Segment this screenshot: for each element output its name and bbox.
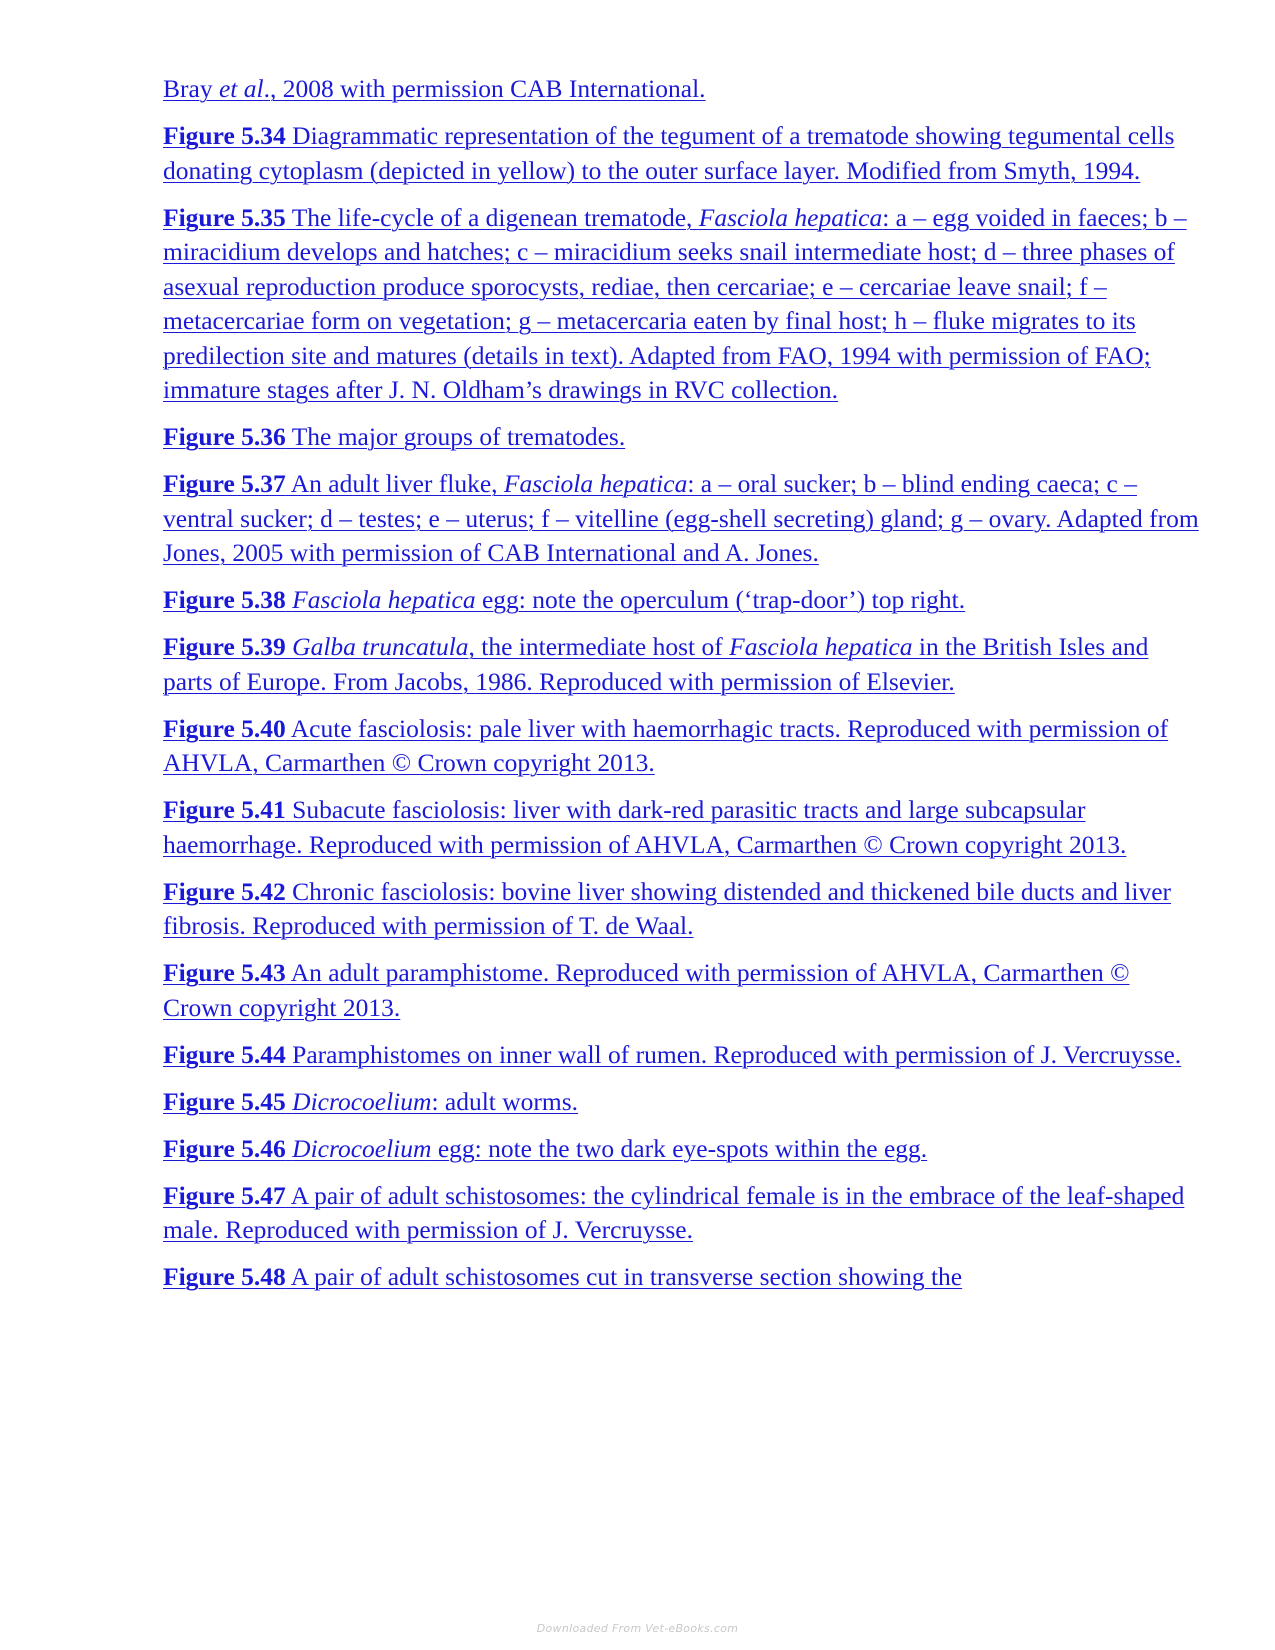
caption-text: A pair of adult schistosomes cut in transverse section showing the xyxy=(285,1262,963,1291)
caption-text: Paramphistomes on inner wall of rumen. Reproduced with permission of J. Vercruysse. xyxy=(285,1039,1182,1069)
caption-italic-text: Fasciola hepatica xyxy=(729,632,913,661)
caption-text: : adult worms. xyxy=(431,1086,579,1116)
figure-label: Figure 5.42 xyxy=(163,876,286,906)
caption-text: ., 2008 with permission CAB International. xyxy=(263,74,706,103)
figure-caption-link[interactable] xyxy=(163,72,1203,107)
caption-text: in the British Isles and parts of Europe. From Jacobs, 1986. Reproduced with permission of Elsevier. xyxy=(163,632,1149,696)
figure-caption-link[interactable] xyxy=(163,793,1203,862)
figure-label: Figure 5.45 xyxy=(163,1086,286,1116)
figure-label: Figure 5.41 xyxy=(163,795,286,824)
figure-label: Figure 5.44 xyxy=(163,1039,286,1069)
caption-text: An adult liver fluke, xyxy=(285,469,504,498)
caption-italic-text: Fasciola hepatica xyxy=(292,585,476,614)
caption-italic-text: Dicrocoelium xyxy=(292,1086,432,1116)
caption-text: egg: note the operculum (‘trap-door’) top right. xyxy=(475,585,966,614)
figure-caption-link[interactable] xyxy=(163,583,1203,618)
caption-text: Subacute fasciolosis: liver with dark-red parasitic tracts and large subcapsular haemorrhage. Reproduced with permission of AHVLA, Carmarthen © Crown copyright 2013. xyxy=(163,795,1127,859)
figure-caption-link[interactable] xyxy=(163,1132,1203,1167)
caption-text: A pair of adult schistosomes: the cylindrical female is in the embrace of the leaf-shaped male. Reproduced with permission of J. Vercruysse. xyxy=(163,1180,1185,1244)
figure-caption-link[interactable] xyxy=(163,1085,1203,1120)
caption-italic-text: Galba truncatula xyxy=(292,632,469,661)
figure-label: Figure 5.47 xyxy=(163,1180,286,1210)
figure-caption-link[interactable] xyxy=(163,420,1203,455)
figure-label: Figure 5.48 xyxy=(163,1262,286,1291)
caption-italic-text: Fasciola hepatica xyxy=(698,202,883,232)
figure-caption-link[interactable] xyxy=(163,630,1203,699)
caption-text: An adult paramphistome. Reproduced with permission of AHVLA, Carmarthen © Crown copyright 2013. xyxy=(163,958,1130,1022)
figure-caption-link[interactable] xyxy=(163,1179,1203,1248)
caption-text: Diagrammatic representation of the tegument of a trematode showing tegumental cells donating cytoplasm (depicted in yellow) to the outer surface layer. Modified from Smyth, 1994. xyxy=(163,121,1175,185)
figure-caption-link[interactable] xyxy=(163,956,1203,1025)
figure-label: Figure 5.39 xyxy=(163,632,286,661)
figure-caption-list xyxy=(163,72,1203,1307)
figure-caption-link[interactable] xyxy=(163,712,1203,781)
figure-caption-link[interactable] xyxy=(163,201,1203,408)
caption-italic-text: Dicrocoelium xyxy=(292,1133,432,1163)
caption-text: : a – oral sucker; b – blind ending caeca; c – ventral sucker; d – testes; e – uterus; f – vitelline (egg-shell secreting) gland; g – ovary. Adapted from Jones, 2005 with permission of CAB International and A. Jones. xyxy=(163,469,1199,567)
figure-label: Figure 5.37 xyxy=(163,469,286,498)
caption-italic-text: Fasciola hepatica xyxy=(503,469,688,498)
caption-italic-text: et al xyxy=(218,74,264,103)
footer-watermark: Downloaded From Vet-eBooks.com xyxy=(536,1622,739,1635)
figure-label: Figure 5.34 xyxy=(163,121,286,150)
figure-label: Figure 5.36 xyxy=(163,422,286,451)
caption-text: Chronic fasciolosis: bovine liver showing distended and thickened bile ducts and liver fibrosis. Reproduced with permission of T. de Waal. xyxy=(163,876,1172,940)
caption-text: , the intermediate host of xyxy=(468,632,730,661)
figure-caption-link[interactable] xyxy=(163,875,1203,944)
figure-label: Figure 5.43 xyxy=(163,958,286,987)
figure-caption-link[interactable] xyxy=(163,1260,1203,1295)
caption-text: Acute fasciolosis: pale liver with haemorrhagic tracts. Reproduced with permission of AHVLA, Carmarthen © Crown copyright 2013. xyxy=(163,713,1169,777)
figure-caption-link[interactable] xyxy=(163,467,1203,571)
figure-label: Figure 5.38 xyxy=(163,585,286,614)
caption-text: The major groups of trematodes. xyxy=(285,422,626,451)
figure-caption-link[interactable] xyxy=(163,1038,1203,1073)
caption-text: The life-cycle of a digenean trematode, xyxy=(285,202,699,232)
figure-label: Figure 5.35 xyxy=(163,202,286,232)
caption-text: egg: note the two dark eye-spots within the egg. xyxy=(431,1133,928,1163)
caption-text: Bray xyxy=(163,74,219,103)
caption-text: : a – egg voided in faeces; b – miracidium develops and hatches; c – miracidium seeks snail intermediate host; d – three phases of asexual reproduction produce sporocysts, rediae, then cercariae; e – cercariae leave snail; f – metacercariae form on vegetation; g – metacercaria eaten by final host; h – fluke migrates to its predilection site and matures (details in text). Adapted from FAO, 1994 with permission of FAO; immature stages after J. N. Oldham’s drawings in RVC collection. xyxy=(163,202,1187,404)
figure-caption-link[interactable] xyxy=(163,119,1203,188)
figure-label: Figure 5.46 xyxy=(163,1133,286,1163)
figure-label: Figure 5.40 xyxy=(163,713,286,743)
